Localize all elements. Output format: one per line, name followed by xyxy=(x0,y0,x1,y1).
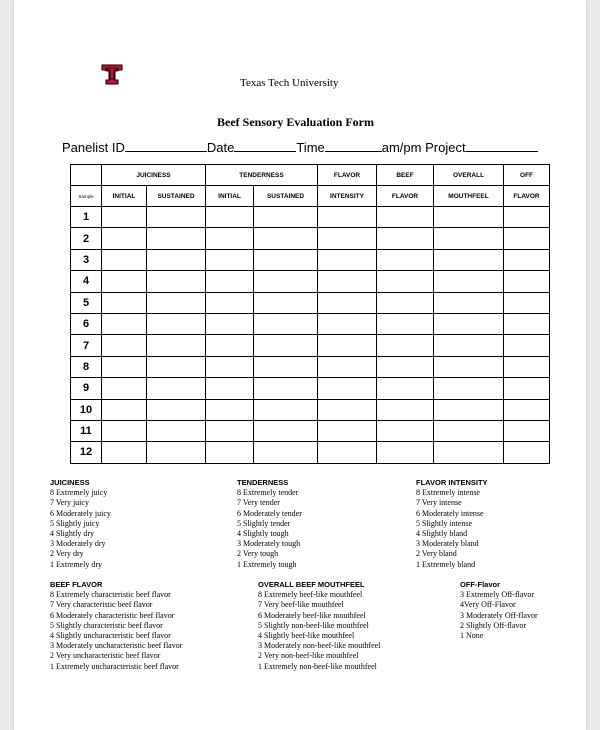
score-cell[interactable] xyxy=(434,271,504,292)
score-cell[interactable] xyxy=(318,378,377,399)
scale-item: 8 Extremely intense xyxy=(416,488,480,498)
score-cell[interactable] xyxy=(318,271,377,292)
university-name: Texas Tech University xyxy=(240,77,339,89)
score-cell[interactable] xyxy=(504,313,550,334)
time-label: Time xyxy=(296,140,325,155)
score-cell[interactable] xyxy=(377,335,434,356)
score-cell[interactable] xyxy=(102,356,147,377)
scale-item: 4 Slightly uncharacteristic beef flavor xyxy=(50,631,171,641)
beef-flavor-scale xyxy=(50,580,182,672)
scale-item: 1 Extremely dry xyxy=(50,559,102,569)
scale-item: 2 Very uncharacteristic beef flavor xyxy=(50,651,161,661)
sample-number: 5 xyxy=(71,292,102,313)
score-cell[interactable] xyxy=(102,207,147,228)
score-cell[interactable] xyxy=(434,356,504,377)
score-cell[interactable] xyxy=(102,271,147,292)
scale-item: 2 Very dry xyxy=(50,549,84,559)
time-field[interactable] xyxy=(325,140,382,152)
table-row xyxy=(71,442,550,463)
off-flavor-scale xyxy=(460,580,538,641)
sample-number: 2 xyxy=(71,228,102,249)
score-cell[interactable] xyxy=(377,442,434,463)
score-cell[interactable] xyxy=(504,442,550,463)
table-row xyxy=(71,228,550,249)
score-cell[interactable] xyxy=(254,292,318,313)
score-cell[interactable] xyxy=(377,378,434,399)
table-header-row xyxy=(71,165,550,186)
scale-item: 4 Slightly dry xyxy=(50,529,95,539)
score-cell[interactable] xyxy=(318,313,377,334)
group-header: FLAVOR xyxy=(318,165,377,186)
score-cell[interactable] xyxy=(434,207,504,228)
score-cell[interactable] xyxy=(318,228,377,249)
sample-number: 9 xyxy=(71,378,102,399)
score-cell[interactable] xyxy=(254,271,318,292)
score-cell[interactable] xyxy=(318,292,377,313)
scale-item: 3 Moderately dry xyxy=(50,539,106,549)
scale-item: 5 Slightly juicy xyxy=(50,518,100,528)
scale-item: 3 Moderately non-beef-like mouthfeel xyxy=(258,641,381,651)
score-cell[interactable] xyxy=(206,292,254,313)
score-cell[interactable] xyxy=(102,228,147,249)
score-cell[interactable] xyxy=(434,292,504,313)
score-cell[interactable] xyxy=(206,271,254,292)
score-cell[interactable] xyxy=(206,378,254,399)
scale-item: 6 Moderately juicy xyxy=(50,508,111,518)
scale-item: 4Very Off-Flavor xyxy=(460,600,516,610)
scale-item: 3 Moderately bland xyxy=(416,539,479,549)
score-cell[interactable] xyxy=(206,420,254,441)
panelist-id-label: Panelist ID xyxy=(62,140,125,155)
texas-tech-logo-icon xyxy=(100,62,124,86)
table-row xyxy=(71,313,550,334)
project-field[interactable] xyxy=(466,140,538,152)
score-cell[interactable] xyxy=(377,207,434,228)
scale-title: JUICINESS xyxy=(50,478,90,487)
flavor-intensity-scale xyxy=(416,478,488,570)
score-cell[interactable] xyxy=(318,249,377,270)
score-cell[interactable] xyxy=(434,399,504,420)
date-label: Date xyxy=(206,140,235,155)
score-cell[interactable] xyxy=(377,228,434,249)
scale-item: 8 Extremely characteristic beef flavor xyxy=(50,590,171,600)
table-row xyxy=(71,249,550,270)
sample-number: 11 xyxy=(71,420,102,441)
scale-item: 7 Very tender xyxy=(237,498,280,508)
scale-item: 8 Extremely juicy xyxy=(50,488,108,498)
tenderness-scale xyxy=(237,478,302,570)
score-cell[interactable] xyxy=(434,442,504,463)
scale-item: 1 Extremely non-beef-like mouthfeel xyxy=(258,661,377,671)
sample-number: 12 xyxy=(71,442,102,463)
score-cell[interactable] xyxy=(254,399,318,420)
scale-item: 5 Slightly intense xyxy=(416,518,472,528)
corner-cell xyxy=(71,165,102,186)
score-cell[interactable] xyxy=(504,378,550,399)
score-cell[interactable] xyxy=(504,420,550,441)
score-cell[interactable] xyxy=(147,228,206,249)
sample-number: 6 xyxy=(71,313,102,334)
scale-item: 2 Slightly Off-flavor xyxy=(460,620,527,630)
score-cell[interactable] xyxy=(206,442,254,463)
score-cell[interactable] xyxy=(504,292,550,313)
scale-title: FLAVOR INTENSITY xyxy=(416,478,488,487)
scale-item: 4 Slightly bland xyxy=(416,529,468,539)
scale-item: 6 Moderately beef-like mouthfeel xyxy=(258,610,366,620)
score-cell[interactable] xyxy=(147,399,206,420)
group-header: JUICINESS xyxy=(102,165,206,186)
sample-number: 4 xyxy=(71,271,102,292)
score-cell[interactable] xyxy=(102,249,147,270)
score-cell[interactable] xyxy=(206,249,254,270)
scale-item: 6 Moderately intense xyxy=(416,508,484,518)
score-cell[interactable] xyxy=(254,249,318,270)
table-row xyxy=(71,356,550,377)
score-cell[interactable] xyxy=(434,378,504,399)
subheader: SUSTAINED xyxy=(147,186,206,207)
score-cell[interactable] xyxy=(504,356,550,377)
score-cell[interactable] xyxy=(147,335,206,356)
score-cell[interactable] xyxy=(504,228,550,249)
score-cell[interactable] xyxy=(318,335,377,356)
score-cell[interactable] xyxy=(254,420,318,441)
sample-number: 7 xyxy=(71,335,102,356)
table-row xyxy=(71,292,550,313)
scale-item: 6 Moderately tender xyxy=(237,508,302,518)
score-cell[interactable] xyxy=(504,207,550,228)
score-cell[interactable] xyxy=(377,249,434,270)
score-cell[interactable] xyxy=(254,313,318,334)
score-cell[interactable] xyxy=(147,420,206,441)
scale-item: 1 None xyxy=(460,631,484,641)
panelist-id-field[interactable] xyxy=(125,140,207,152)
score-cell[interactable] xyxy=(102,335,147,356)
scale-item: 8 Extremely tender xyxy=(237,488,299,498)
sample-label: Sample xyxy=(71,186,102,207)
score-cell[interactable] xyxy=(147,292,206,313)
score-cell[interactable] xyxy=(206,228,254,249)
scale-item: 5 Slightly non-beef-like mouthfeel xyxy=(258,620,369,630)
score-cell[interactable] xyxy=(318,356,377,377)
score-cell[interactable] xyxy=(102,292,147,313)
score-cell[interactable] xyxy=(206,399,254,420)
mouthfeel-scale xyxy=(258,580,380,672)
score-cell[interactable] xyxy=(504,249,550,270)
score-cell[interactable] xyxy=(147,378,206,399)
scale-item: 2 Very tough xyxy=(237,549,279,559)
group-header: OVERALL xyxy=(434,165,504,186)
table-row xyxy=(71,335,550,356)
score-cell[interactable] xyxy=(377,399,434,420)
evaluation-table xyxy=(70,164,550,464)
sample-number: 10 xyxy=(71,399,102,420)
score-cell[interactable] xyxy=(434,228,504,249)
score-cell[interactable] xyxy=(254,442,318,463)
score-cell[interactable] xyxy=(147,249,206,270)
score-cell[interactable] xyxy=(504,271,550,292)
score-cell[interactable] xyxy=(147,271,206,292)
subheader: MOUTHFEEL xyxy=(434,186,504,207)
scale-item: 1 Extremely bland xyxy=(416,559,476,569)
subheader: SUSTAINED xyxy=(254,186,318,207)
score-cell[interactable] xyxy=(147,313,206,334)
score-cell[interactable] xyxy=(102,420,147,441)
scale-item: 7 Very juicy xyxy=(50,498,89,508)
table-row xyxy=(71,378,550,399)
scale-item: 5 Slightly tender xyxy=(237,518,291,528)
score-cell[interactable] xyxy=(254,207,318,228)
scale-title: TENDERNESS xyxy=(237,478,289,487)
score-cell[interactable] xyxy=(102,378,147,399)
scale-title: OVERALL BEEF MOUTHFEEL xyxy=(258,580,365,589)
score-cell[interactable] xyxy=(434,249,504,270)
scale-title: OFF-Flavor xyxy=(460,580,501,589)
score-cell[interactable] xyxy=(377,420,434,441)
group-header: BEEF xyxy=(377,165,434,186)
score-cell[interactable] xyxy=(147,442,206,463)
score-cell[interactable] xyxy=(254,378,318,399)
sample-number: 3 xyxy=(71,249,102,270)
score-cell[interactable] xyxy=(504,335,550,356)
scale-item: 2 Very non-beef-like mouthfeel xyxy=(258,651,359,661)
scale-item: 7 Very characteristic beef flavor xyxy=(50,600,153,610)
scale-item: 3 Extremely Off-flavor xyxy=(460,590,535,600)
document-page xyxy=(14,0,586,730)
date-field[interactable] xyxy=(234,140,296,152)
scale-item: 3 Moderately Off-flavor xyxy=(460,610,538,620)
score-cell[interactable] xyxy=(254,356,318,377)
table-row xyxy=(71,271,550,292)
score-cell[interactable] xyxy=(377,271,434,292)
scale-item: 1 Extremely uncharacteristic beef flavor xyxy=(50,661,179,671)
scale-item: 1 Extremely tough xyxy=(237,559,297,569)
score-cell[interactable] xyxy=(147,207,206,228)
scale-item: 3 Moderately uncharacteristic beef flavor xyxy=(50,641,183,651)
group-header: TENDERNESS xyxy=(206,165,318,186)
score-cell[interactable] xyxy=(318,399,377,420)
juiciness-scale xyxy=(50,478,111,570)
group-header: OFF xyxy=(504,165,550,186)
score-cell[interactable] xyxy=(318,207,377,228)
scale-title: BEEF FLAVOR xyxy=(50,580,103,589)
form-title: Beef Sensory Evaluation Form xyxy=(217,115,374,129)
score-cell[interactable] xyxy=(434,420,504,441)
scale-item: 7 Very beef-like mouthfeel xyxy=(258,600,344,610)
subheader: FLAVOR xyxy=(377,186,434,207)
table-row xyxy=(71,207,550,228)
score-cell[interactable] xyxy=(318,442,377,463)
subheader: FLAVOR xyxy=(504,186,550,207)
score-cell[interactable] xyxy=(254,228,318,249)
panelist-line xyxy=(62,140,538,155)
table-row xyxy=(71,420,550,441)
score-cell[interactable] xyxy=(147,356,206,377)
scale-item: 8 Extremely beef-like mouthfeel xyxy=(258,590,363,600)
score-cell[interactable] xyxy=(377,292,434,313)
score-cell[interactable] xyxy=(102,313,147,334)
scale-item: 4 Slightly beef-like mouthfeel xyxy=(258,631,355,641)
table-row xyxy=(71,399,550,420)
subheader: INITIAL xyxy=(102,186,147,207)
scale-item: 5 Slightly characteristic beef flavor xyxy=(50,620,163,630)
score-cell[interactable] xyxy=(206,335,254,356)
scale-item: 2 Very bland xyxy=(416,549,457,559)
score-cell[interactable] xyxy=(377,313,434,334)
score-cell[interactable] xyxy=(206,207,254,228)
score-cell[interactable] xyxy=(434,335,504,356)
score-cell[interactable] xyxy=(318,420,377,441)
score-cell[interactable] xyxy=(377,356,434,377)
scale-item: 4 Slightly tough xyxy=(237,529,289,539)
score-cell[interactable] xyxy=(206,313,254,334)
ampm-project-label: am/pm Project xyxy=(381,140,466,155)
subheader: INITIAL xyxy=(206,186,254,207)
score-cell[interactable] xyxy=(504,399,550,420)
scale-item: 7 Very intense xyxy=(416,498,462,508)
score-cell[interactable] xyxy=(102,399,147,420)
score-cell[interactable] xyxy=(206,356,254,377)
sample-number: 8 xyxy=(71,356,102,377)
score-cell[interactable] xyxy=(434,313,504,334)
sample-number: 1 xyxy=(71,207,102,228)
score-cell[interactable] xyxy=(254,335,318,356)
scale-item: 6 Moderately characteristic beef flavor xyxy=(50,610,175,620)
score-cell[interactable] xyxy=(102,442,147,463)
subheader: INTENSITY xyxy=(318,186,377,207)
scale-item: 3 Moderately tough xyxy=(237,539,301,549)
